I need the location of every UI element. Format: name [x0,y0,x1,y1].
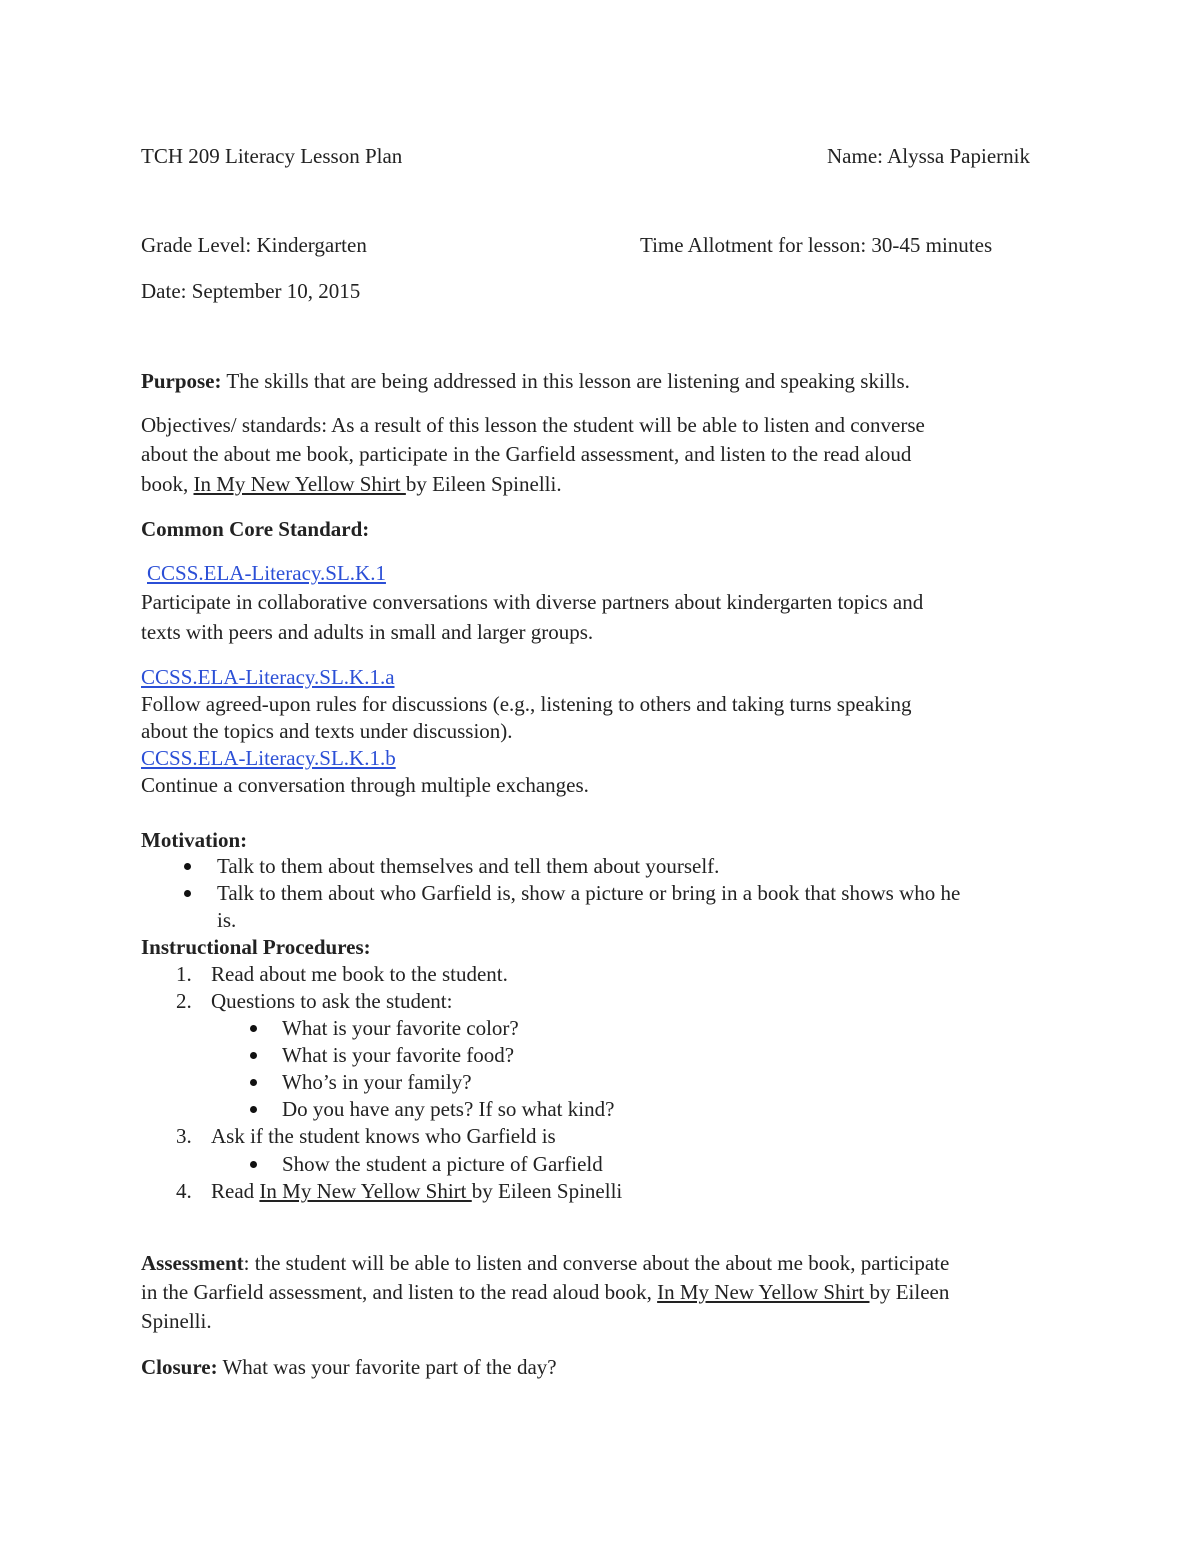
grade-level: Grade Level: Kindergarten [141,233,367,257]
lesson-date: Date: September 10, 2015 [141,279,361,303]
assessment-line-2: in the Garfield assessment, and listen to the read aloud book, In My New Yellow Shirt by Eileen [141,1280,950,1304]
standard-description: texts with peers and adults in small and larger groups. [141,620,594,644]
bullet-icon [250,1025,257,1032]
purpose-label: Purpose: [141,369,222,393]
procedures-heading: Instructional Procedures: [141,935,371,959]
course-title: TCH 209 Literacy Lesson Plan [141,144,403,168]
step-text: Ask if the student knows who Garfield is [211,1124,556,1148]
assessment-line-3: Spinelli. [141,1309,212,1333]
bullet-icon [250,1161,257,1168]
bullet-icon [184,890,191,897]
purpose-paragraph [141,369,910,394]
list-item-continuation: is. [217,908,237,932]
time-allotment: Time Allotment for lesson: 30-45 minutes [640,233,993,257]
question-item: What is your favorite food? [282,1043,515,1067]
step-number: 2. [176,989,192,1013]
standard-description: Follow agreed-upon rules for discussions (e.g., listening to others and taking turns speaking [141,692,912,716]
step-number: 1. [176,962,192,986]
assessment-line-1: Assessment: the student will be able to listen and converse about the about me book, participate [141,1251,950,1275]
standard-description: about the topics and texts under discussion). [141,719,513,743]
standard-description: Continue a conversation through multiple exchanges. [141,773,589,797]
book-title: In My New Yellow Shirt [657,1280,870,1304]
bullet-icon [250,1106,257,1113]
motivation-heading: Motivation: [141,828,248,852]
bullet-icon [184,863,191,870]
sub-step-item: Show the student a picture of Garfield [282,1152,603,1176]
question-item: What is your favorite color? [282,1016,519,1040]
standard-link-sl-k-1-a[interactable]: CCSS.ELA-Literacy.SL.K.1.a [141,665,395,689]
bullet-icon [250,1079,257,1086]
closure-label: Closure: [141,1355,218,1379]
standard-link-sl-k-1-b[interactable]: CCSS.ELA-Literacy.SL.K.1.b [141,746,396,770]
step-text: Read In My New Yellow Shirt by Eileen Spinelli [211,1179,623,1203]
closure-paragraph [141,1355,557,1380]
objectives-line-2: about the about me book, participate in the Garfield assessment, and listen to the read aloud [141,442,912,466]
book-title: In My New Yellow Shirt [193,472,406,496]
author-name: Name: Alyssa Papiernik [827,144,1030,168]
closure-text: What was your favorite part of the day? [217,1355,557,1379]
list-item: Talk to them about who Garfield is, show a picture or bring in a book that shows who he [217,881,961,905]
standard-link-sl-k-1[interactable]: CCSS.ELA-Literacy.SL.K.1 [147,561,386,585]
step-number: 4. [176,1179,192,1203]
bullet-icon [250,1052,257,1059]
step-text: Read about me book to the student. [211,962,508,986]
book-title: In My New Yellow Shirt [259,1179,472,1203]
standard-description: Participate in collaborative conversations with diverse partners about kindergarten topics and [141,590,924,614]
assessment-label: Assessment [141,1251,244,1275]
common-core-heading: Common Core Standard: [141,517,370,541]
question-item: Who’s in your family? [282,1070,472,1094]
objectives-line-3: book, In My New Yellow Shirt by Eileen Spinelli. [141,472,562,496]
list-item: Talk to them about themselves and tell them about yourself. [217,854,720,878]
question-item: Do you have any pets? If so what kind? [282,1097,615,1121]
purpose-text: The skills that are being addressed in this lesson are listening and speaking skills. [221,369,910,393]
step-text: Questions to ask the student: [211,989,453,1013]
objectives-line-1: Objectives/ standards: As a result of this lesson the student will be able to listen and converse [141,413,925,437]
step-number: 3. [176,1124,192,1148]
